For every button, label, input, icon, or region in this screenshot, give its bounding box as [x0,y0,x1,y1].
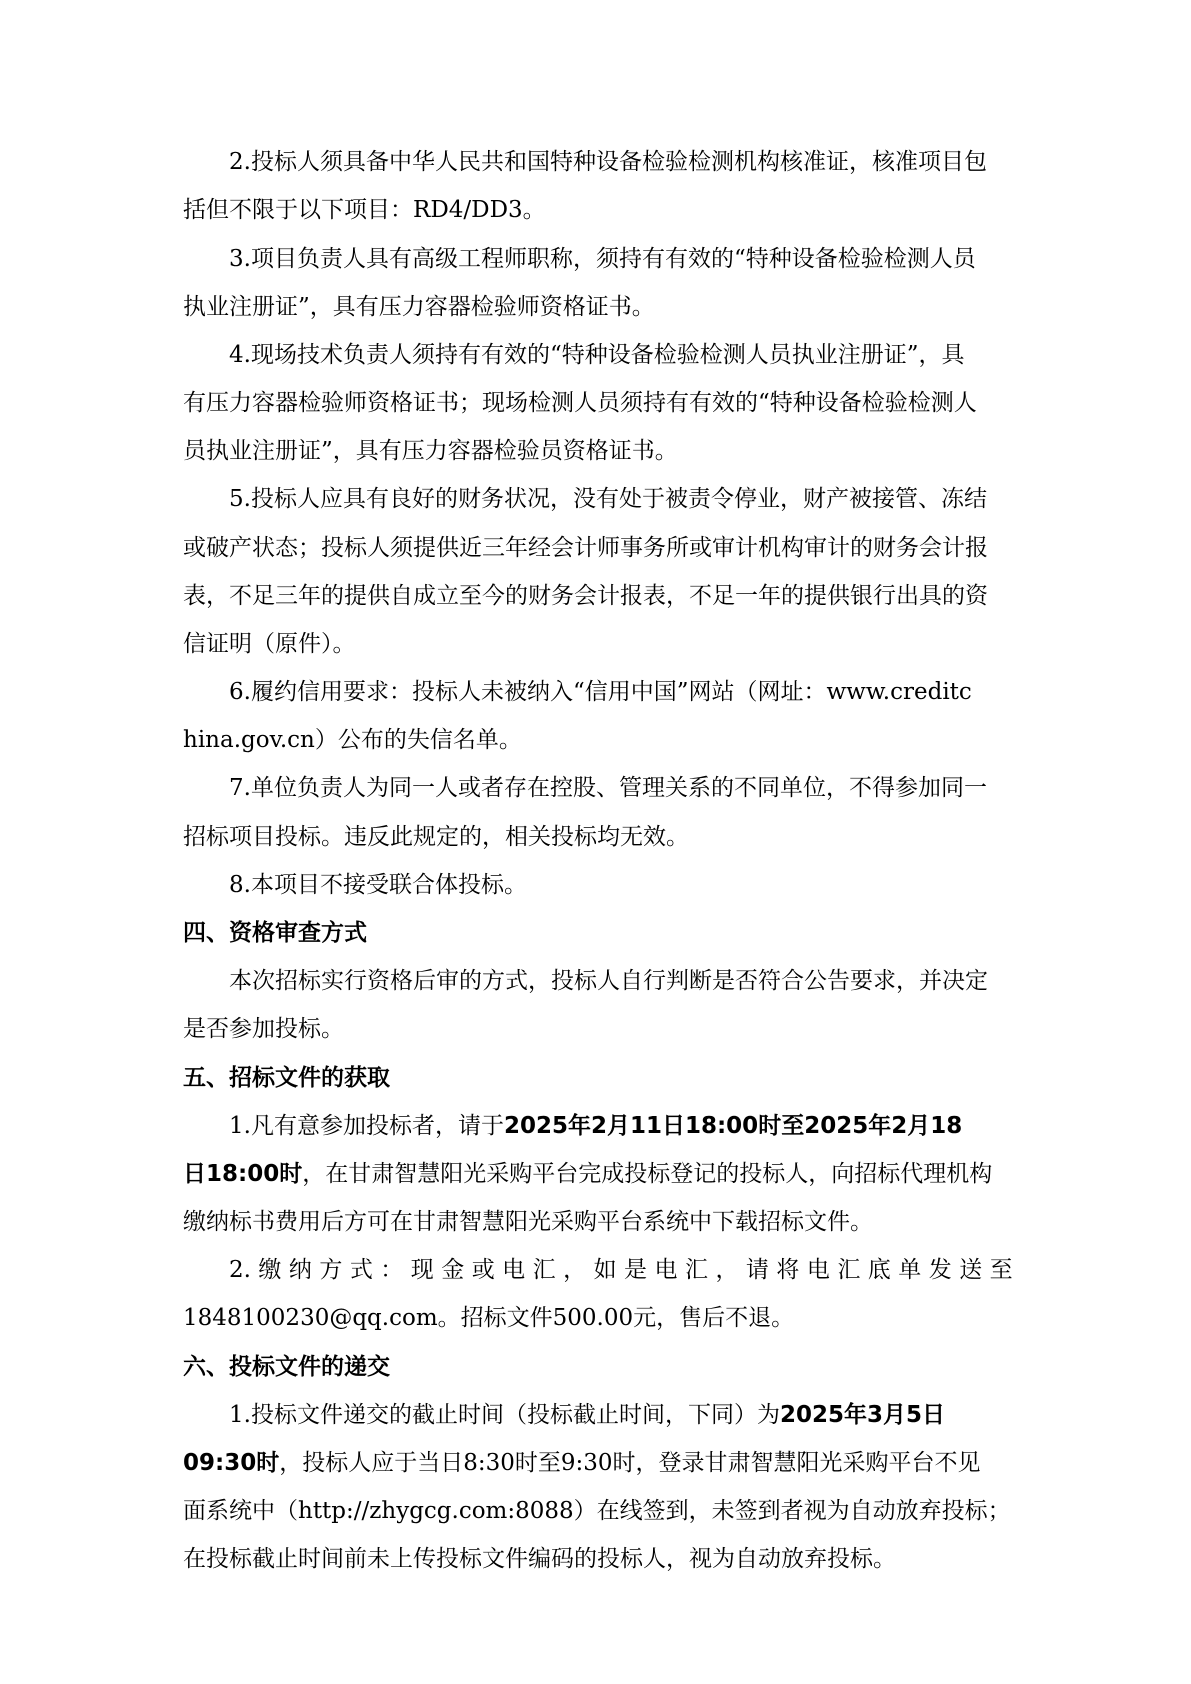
text-segment: 或 [471,1257,495,1283]
paragraph-line [229,1254,1013,1286]
text-segment: 2. [229,1257,251,1283]
paragraph-line [183,1447,1013,1479]
text-segment: 汇 [837,1257,861,1283]
paragraph-line: 执业注册证”，具有压力容器检验师资格证书。 [183,294,655,320]
text-segment: ，投标人应于当日8:30时至9:30时，登录甘肃智慧阳光采购平台不见 [279,1450,981,1476]
text-segment: 如 [593,1257,617,1283]
text-segment: 电 [502,1257,526,1283]
text-segment: 至 [989,1257,1013,1283]
paragraph-line: 信证明（原件）。 [183,631,356,657]
paragraph-line: 3.项目负责人具有高级工程师职称，须持有有效的“特种设备检验检测人员 [229,246,976,272]
bold-date: 日18:00时 [183,1161,303,1187]
text-segment: 将 [776,1257,800,1283]
text-segment: 电 [806,1257,830,1283]
text-segment: 现 [410,1257,434,1283]
paragraph-line [229,1110,1013,1142]
text-segment: 电 [654,1257,678,1283]
text-segment: 发 [928,1257,952,1283]
paragraph-line: 面系统中（http://zhygcg.com:8088）在线签到，未签到者视为自动放弃投标； [183,1498,1011,1524]
text-segment: 汇 [532,1257,556,1283]
paragraph-line: 有压力容器检验师资格证书；现场检测人员须持有有效的“特种设备检验检测人 [183,390,977,416]
paragraph-line: 4.现场技术负责人须持有有效的“特种设备检验检测人员执业注册证”，具 [229,342,965,368]
paragraph-line [183,1158,1013,1190]
paragraph-line: 8.本项目不接受联合体投标。 [229,872,527,898]
bold-date: 2025年3月5日 [779,1402,945,1428]
paragraph-line: hina.gov.cn）公布的失信名单。 [183,727,522,753]
bold-date: 2025年2月11日18:00时至2025年2月18 [503,1113,963,1139]
paragraph-line: 或破产状态；投标人须提供近三年经会计师事务所或审计机构审计的财务会计报 [183,535,988,561]
paragraph-line: 括但不限于以下项目：RD4/DD3。 [183,197,546,223]
paragraph-line: 缴纳标书费用后方可在甘肃智慧阳光采购平台系统中下载招标文件。 [183,1209,873,1235]
text-segment: ： [380,1257,404,1283]
text-segment: ， [715,1257,739,1283]
text-segment: 底 [867,1257,891,1283]
paragraph-line: 2.投标人须具备中华人民共和国特种设备检验检测机构核准证，核准项目包 [229,149,987,175]
paragraph-line: 招标项目投标。违反此规定的，相关投标均无效。 [183,824,689,850]
text-segment: 汇 [684,1257,708,1283]
paragraph-line [229,1399,1013,1431]
section-heading: 四、资格审查方式 [183,920,367,946]
paragraph-line: 1848100230@qq.com。招标文件500.00元，售后不退。 [183,1305,795,1331]
text-segment: 纳 [288,1257,312,1283]
text-segment: 1.投标文件递交的截止时间（投标截止时间，下同）为 [229,1402,780,1428]
text-segment: ，在甘肃智慧阳光采购平台完成投标登记的投标人，向招标代理机构 [302,1161,993,1187]
text-segment: ， [563,1257,587,1283]
section-heading: 六、投标文件的递交 [183,1354,390,1380]
paragraph-line: 7.单位负责人为同一人或者存在控股、管理关系的不同单位，不得参加同一 [229,775,987,801]
text-segment: 是 [624,1257,648,1283]
text-segment: 送 [959,1257,983,1283]
paragraph-line: 表，不足三年的提供自成立至今的财务会计报表，不足一年的提供银行出具的资 [183,583,988,609]
text-segment: 式 [349,1257,373,1283]
text-segment: 金 [441,1257,465,1283]
paragraph-line: 本次招标实行资格后审的方式，投标人自行判断是否符合公告要求，并决定 [229,968,988,994]
paragraph-line: 6.履约信用要求：投标人未被纳入“信用中国”网站（网址：www.creditc [229,679,972,705]
text-segment: 方 [319,1257,343,1283]
paragraph-line: 员执业注册证”，具有压力容器检验员资格证书。 [183,438,678,464]
paragraph-line: 在投标截止时间前未上传投标文件编码的投标人，视为自动放弃投标。 [183,1546,896,1572]
paragraph-line: 5.投标人应具有良好的财务状况，没有处于被责令停业，财产被接管、冻结 [229,486,987,512]
text-segment: 缴 [258,1257,282,1283]
section-heading: 五、招标文件的获取 [183,1065,390,1091]
text-segment: 请 [745,1257,769,1283]
text-segment: 单 [898,1257,922,1283]
bold-time: 09:30时 [183,1450,280,1476]
text-segment: 1.凡有意参加投标者，请于 [229,1113,504,1139]
paragraph-line: 是否参加投标。 [183,1016,344,1042]
